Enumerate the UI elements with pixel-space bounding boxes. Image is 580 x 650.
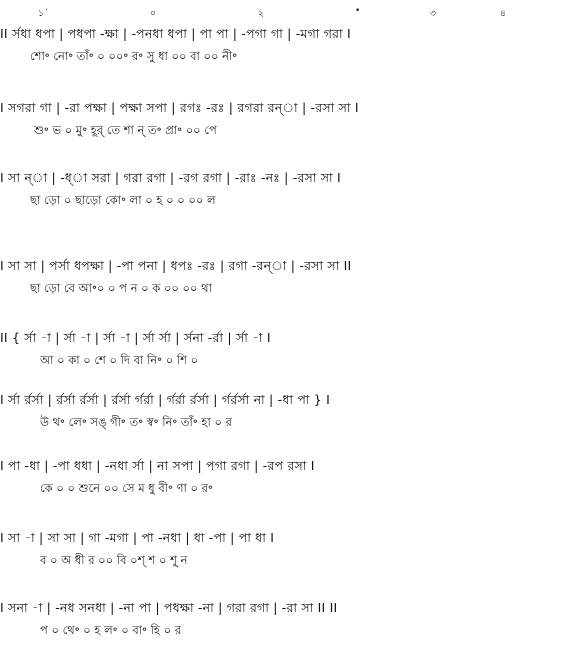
lyric-row-7: কে ০ ০ শুনে ০০ সে ম ধু বী॰ ণা ০ র॰: [40, 481, 213, 495]
lyric-row-1: শো॰ নো॰ তাঁ॰ ০ ০০॰ র॰ সু ধা ০০ বা ০০ নী॰: [30, 49, 238, 63]
lyric-row-6: উ থ॰ লে॰ সঙ্ গী॰ ত॰ স্ব॰ নি॰ তাঁ॰ হা ০ র: [40, 415, 232, 429]
lyric-row-4: ছা ড়ো বে আ॰০ ০ প ন ০ ক ০০ ০০ থা: [30, 281, 212, 295]
lyric-row-8: ব ০ অ ধী র ০০ বি ০শ্ শ ০ শূ্ ন: [40, 553, 188, 567]
lyric-row-2: শু॰ ভ ০ মু॰ হূর্ তে শা ন্ ত॰ প্রা॰ ০০ পে: [34, 123, 217, 137]
swara-row-9: I সনা -া | -নধ সনধা | -না পা | পধক্ষা -না | গরা রগা | -রা সা II II: [0, 600, 338, 615]
swara-row-7: I পা -ধা | -পা ধধা | -নধা র্সা | না সপা | পগা রগা | -রপ রসা I: [0, 458, 315, 473]
swara-row-6: I র্সা র্রর্সা | র্রর্সা র্রর্সা | র্রর্সা র্গর্রা | র্গর্রা র্রর্সা | র্গর্রর্সা না | -ধা পা } I: [0, 392, 331, 407]
lyric-row-9: প ০ থে॰ ০ হ ল॰ ০ বা॰ হি ০ র: [40, 623, 182, 637]
swara-row-5: II { র্সা -া | র্সা -া | র্সা -া | র্সা র্সা | র্সনা -র্রা | র্সা -া I: [0, 330, 271, 345]
beat-mark: •: [355, 6, 361, 16]
beat-mark: ১´: [38, 9, 49, 19]
lyric-row-5: আ ০ কা ০ শে ০ দি বা নি॰ ০ শি ০: [40, 353, 199, 367]
beat-mark: ০: [150, 9, 156, 19]
swara-row-1: II র্সধা ধপা | পধপা -ক্ষা | -পনধা ধপা | পা পা | -পগা গা | -মগা গরা I: [0, 26, 351, 41]
beat-mark: ৩: [430, 9, 436, 19]
beat-mark: ৪: [500, 9, 506, 19]
beat-mark: ২: [258, 9, 264, 19]
lyric-row-3: ছা ড়ো ০ ছাড়ো কো॰ লা ০ হ ০ ০ ০০ ল: [30, 193, 216, 207]
swara-row-3: I সা ন্া | -ধ্া সরা | গরা রগা | -রগ রগা | -রাঃ -নঃ | -রসা সা I: [0, 170, 341, 185]
swara-row-8: I সা -া | সা সা | গা -মগা | পা -নধা | ধা -পা | পা ধা I: [0, 530, 275, 545]
swara-row-4: I সা সা | পর্সা ধপক্ষা | -পা পনা | ধপঃ -রঃ | রগা -রন্া | -রসা সা II: [0, 258, 352, 273]
swara-row-2: I সগরা গা | -রা পক্ষা | পক্ষা সপা | রগঃ -রঃ | রগরা রন্া | -রসা সা I: [0, 100, 359, 115]
